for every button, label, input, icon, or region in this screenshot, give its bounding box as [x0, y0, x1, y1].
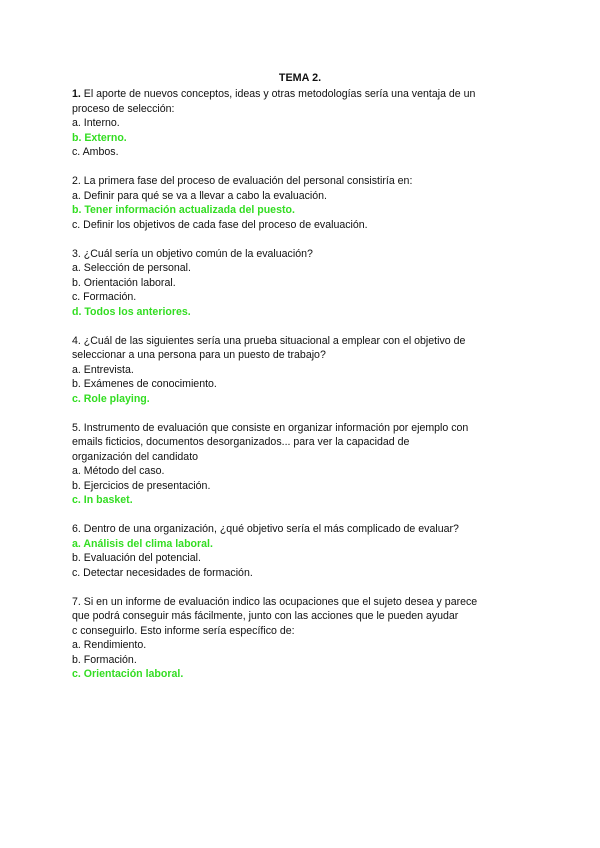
answer-option-correct: d. Todos los anteriores. [72, 305, 191, 318]
answer-option: b. Formación. [72, 653, 137, 666]
question-stem-line [72, 102, 532, 117]
question-stem-line [72, 522, 532, 537]
answer-option: a. Rendimiento. [72, 639, 147, 651]
answer-option-correct: c. In basket. [72, 494, 133, 506]
question-number: 3. [72, 247, 81, 260]
answer-option: a. Interno. [72, 117, 120, 129]
question-stem-line [72, 435, 532, 450]
question-number: 5. [72, 421, 81, 434]
question-stem-text: El aporte de nuevos conceptos, ideas y otras metodologías sería una ventaja de un [80, 88, 476, 100]
question-stem-line [72, 624, 532, 639]
answer-option: b. Evaluación del potencial. [72, 552, 201, 564]
question-stem-line [72, 174, 532, 189]
question-stem-line [72, 348, 532, 363]
question-stem-line [72, 450, 532, 465]
question-stem-line [72, 421, 532, 436]
answer-option: b. Exámenes de conocimiento. [72, 378, 217, 390]
question-stem-text: proceso de selección: [72, 102, 175, 115]
question-stem-text: Instrumento de evaluación que consiste en organizar información por ejemplo con [80, 421, 469, 434]
question-stem-text: emails ficticios, documentos desorganizados... para ver la capacidad de [72, 436, 410, 448]
question-stem-text: seleccionar a una persona para un puesto de trabajo? [72, 349, 326, 361]
question-stem-text: organización del candidato [72, 450, 199, 463]
question-number: 1. [72, 88, 81, 100]
answer-option-correct: c. Orientación laboral. [72, 668, 184, 680]
question-stem-line [72, 595, 532, 610]
answer-option-correct: c. Role playing. [72, 392, 150, 405]
question-list [72, 87, 532, 696]
question-1 [72, 87, 532, 160]
answer-option: b. Ejercicios de presentación. [72, 479, 211, 492]
question-stem-line [72, 87, 532, 102]
question-6 [72, 522, 532, 580]
answer-option: c. Ambos. [72, 146, 119, 158]
question-number: 6. [72, 523, 81, 535]
question-stem-line [72, 247, 532, 262]
question-number: 7. [72, 595, 81, 608]
question-stem-text: ¿Cuál de las siguientes sería una prueba situacional a emplear con el objetivo de [80, 334, 466, 347]
question-4 [72, 334, 532, 407]
answer-option: c. Formación. [72, 291, 137, 303]
answer-option: a. Definir para qué se va a llevar a cabo la evaluación. [72, 189, 327, 202]
answer-option: a. Método del caso. [72, 465, 165, 477]
question-3 [72, 247, 532, 320]
answer-option: a. Entrevista. [72, 363, 134, 376]
question-stem-text: ¿Cuál sería un objetivo común de la evaluación? [80, 247, 313, 260]
question-stem-text: Dentro de una organización, ¿qué objetivo sería el más complicado de evaluar? [80, 523, 459, 535]
question-5 [72, 421, 532, 508]
answer-option-correct: a. Análisis del clima laboral. [72, 537, 213, 550]
question-stem-text: c conseguirlo. Esto informe sería específico de: [72, 624, 295, 637]
answer-option: a. Selección de personal. [72, 262, 191, 274]
question-stem-text: Si en un informe de evaluación indico las ocupaciones que el sujeto desea y parece [80, 595, 478, 608]
question-number: 4. [72, 334, 81, 347]
question-7 [72, 595, 532, 682]
question-stem-line [72, 334, 532, 349]
question-number: 2. [72, 175, 81, 187]
question-stem-text: La primera fase del proceso de evaluación del personal consistiría en: [80, 175, 413, 187]
answer-option-correct: b. Tener información actualizada del puesto. [72, 204, 295, 216]
question-stem-text: que podrá conseguir más fácilmente, junto con las acciones que le pueden ayudar [72, 610, 459, 622]
question-stem-line [72, 609, 532, 624]
answer-option-correct: b. Externo. [72, 131, 127, 144]
question-2 [72, 174, 532, 232]
answer-option: c. Definir los objetivos de cada fase del proceso de evaluación. [72, 218, 368, 231]
document-title: TEMA 2. [278, 72, 322, 84]
answer-option: b. Orientación laboral. [72, 276, 176, 289]
answer-option: c. Detectar necesidades de formación. [72, 566, 253, 579]
